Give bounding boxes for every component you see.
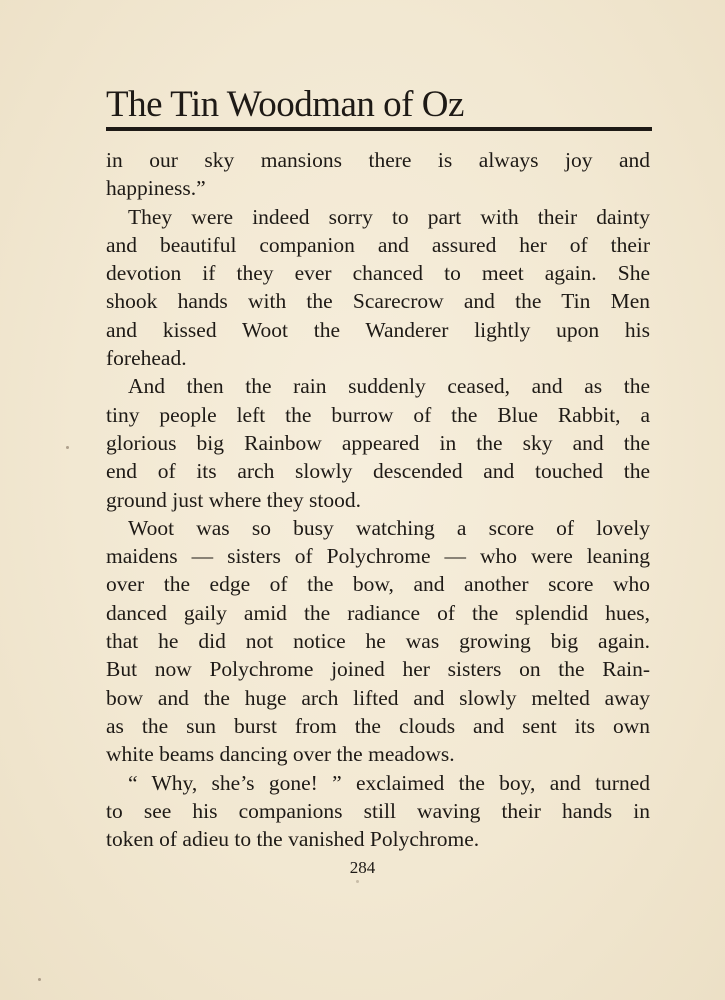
text-line: ground just where they stood. xyxy=(106,487,361,512)
text-line: “ Why, she’s gone! ” exclaimed the boy, and turned xyxy=(128,770,650,795)
text-line: and kissed Woot the Wanderer lightly upon his xyxy=(106,317,650,342)
text-line: glorious big Rainbow appeared in the sky and the xyxy=(106,430,650,455)
text-line: to see his companions still waving their hands in xyxy=(106,798,650,823)
running-head xyxy=(106,84,652,134)
text-line: as the sun burst from the clouds and sent its own xyxy=(106,713,650,738)
text-line: forehead. xyxy=(106,346,187,371)
text-line: tiny people left the burrow of the Blue Rabbit, a xyxy=(106,402,650,427)
text-line: They were indeed sorry to part with their dainty xyxy=(128,204,650,229)
paper-speck xyxy=(66,446,69,449)
text-line: But now Polychrome joined her sisters on the Rain- xyxy=(106,657,650,682)
text-line: shook hands with the Scarecrow and the Tin Men xyxy=(106,289,650,314)
head-rule xyxy=(106,127,652,131)
body-text xyxy=(106,146,650,853)
text-line: bow and the huge arch lifted and slowly melted away xyxy=(106,685,650,710)
text-line: And then the rain suddenly ceased, and as the xyxy=(128,374,650,399)
text-line: danced gaily amid the radiance of the splendid hues, xyxy=(106,600,650,625)
text-line: token of adieu to the vanished Polychrome. xyxy=(106,827,480,852)
text-line: maidens — sisters of Polychrome — who were leaning xyxy=(106,544,650,569)
paper-speck xyxy=(356,880,359,883)
text-line: devotion if they ever chanced to meet again. She xyxy=(106,261,650,286)
text-line: white beams dancing over the meadows. xyxy=(106,742,455,767)
running-title: The Tin Woodman of Oz xyxy=(106,84,464,125)
text-line: over the edge of the bow, and another score who xyxy=(106,572,650,597)
text-line: end of its arch slowly descended and touched the xyxy=(106,459,650,484)
text-line: in our sky mansions there is always joy and xyxy=(106,148,650,172)
page-number: 284 xyxy=(349,858,376,877)
text-line: that he did not notice he was growing big again. xyxy=(106,629,650,654)
text-line: and beautiful companion and assured her of their xyxy=(106,232,650,257)
text-line: Woot was so busy watching a score of lovely xyxy=(128,515,650,540)
text-line: happiness.” xyxy=(106,176,206,201)
paper-speck xyxy=(38,978,41,981)
